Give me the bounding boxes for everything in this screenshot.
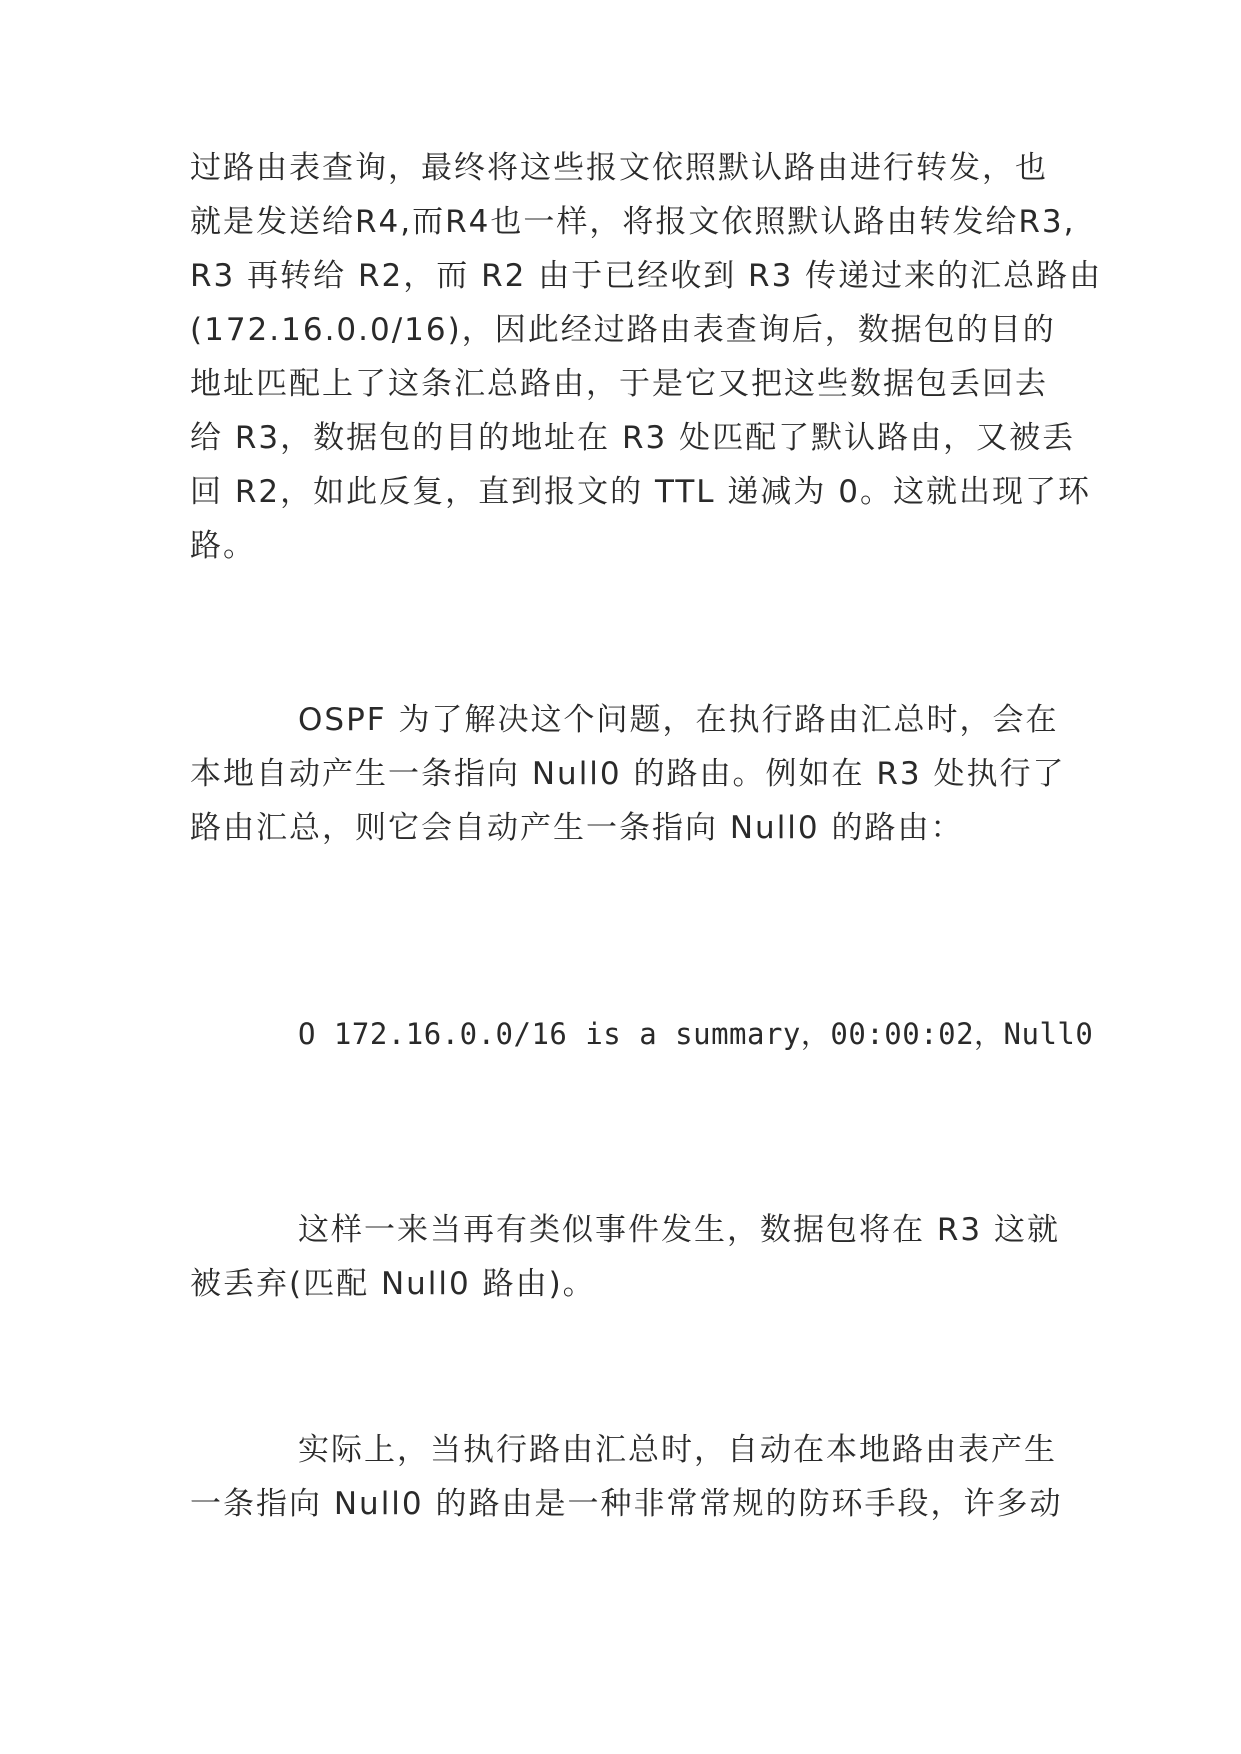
text-line: 实际上，当执行路由汇总时，自动在本地路由表产生 [298,1432,1057,1468]
text-line: 本地自动产生一条指向 Null0 的路由。例如在 R3 处执行了 [190,756,1066,792]
text-line: 被丢弃(匹配 Null0 路由)。 [190,1266,596,1302]
route-example: O 172.16.0.0/16 is a summary，00:00:02，Null0 [298,1017,1094,1051]
text-line: 给 R3，数据包的目的地址在 R3 处匹配了默认路由，又被丢 [190,420,1076,456]
text-line: R3 再转给 R2，而 R2 由于已经收到 R3 传递过来的汇总路由 [190,258,1103,294]
text-line: 路。 [190,528,256,564]
text-line: 地址匹配上了这条汇总路由，于是它又把这些数据包丢回去 [190,366,1048,402]
text-line: 一条指向 Null0 的路由是一种非常常规的防环手段，许多动 [190,1486,1063,1522]
text-line: 回 R2，如此反复，直到报文的 TTL 递减为 0。这就出现了环 [190,474,1091,510]
text-line: 这样一来当再有类似事件发生，数据包将在 R3 这就 [298,1212,1060,1248]
text-line: 过路由表查询，最终将这些报文依照默认路由进行转发，也 [190,150,1048,186]
text-line: 路由汇总，则它会自动产生一条指向 Null0 的路由： [190,810,964,846]
text-line: 就是发送给R4,而R4也一样，将报文依照默认路由转发给R3, [190,204,1076,240]
text-line: (172.16.0.0/16)，因此经过路由表查询后，数据包的目的 [190,312,1056,348]
text-line: OSPF 为了解决这个问题，在执行路由汇总时，会在 [298,702,1059,738]
